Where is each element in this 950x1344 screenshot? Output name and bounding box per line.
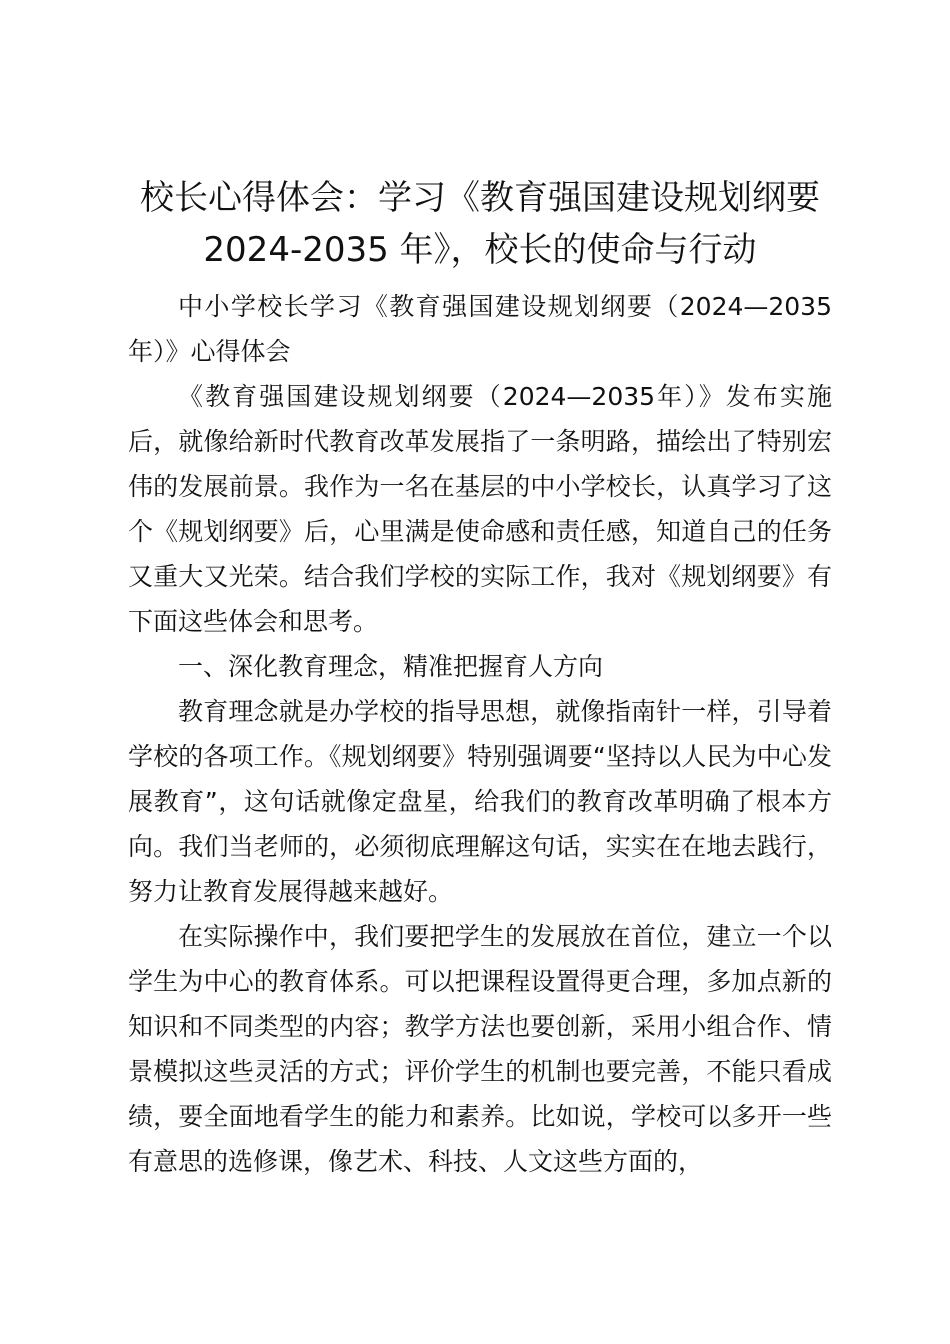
section1-paragraph-2: 在实际操作中，我们要把学生的发展放在首位，建立一个以学生为中心的教育体系。可以把课程设置得更合理，多加点新的知识和不同类型的内容；教学方法也要创新，采用小组合作、情景模拟这些灵活的方式；评价学生的机制也要完善，不能只看成绩，要全面地看学生的能力和素养。比如说，学校可以多开一些有意思的选修课，像艺术、科技、人文这些方面的， xyxy=(128,922,832,1176)
section1-paragraph-1: 教育理念就是办学校的指导思想，就像指南针一样，引导着学校的各项工作。《规划纲要》特别强调要“坚持以人民为中心发展教育”，这句话就像定盘星，给我们的教育改革明确了根本方向。我们当老师的，必须彻底理解这句话，实实在在地去践行，努力让教育发展得越来越好。 xyxy=(128,697,832,906)
document-title xyxy=(128,172,832,276)
document-body xyxy=(128,172,832,1184)
document-title-line2: 2024-2035 年》，校长的使命与行动 xyxy=(203,230,757,270)
document-title-line1: 校长心得体会：学习《教育强国建设规划纲要 xyxy=(140,178,820,218)
document-subtitle: 中小学校长学习《教育强国建设规划纲要（2024—2035年）》心得体会 xyxy=(128,292,832,366)
section1-heading: 一、深化教育理念，精准把握育人方向 xyxy=(178,652,604,681)
intro-paragraph: 《教育强国建设规划纲要（2024—2035年）》发布实施后，就像给新时代教育改革发展指了一条明路，描绘出了特别宏伟的发展前景。我作为一名在基层的中小学校长，认真学习了这个《规划纲要》后，心里满是使命感和责任感，知道自己的任务又重大又光荣。结合我们学校的实际工作，我对《规划纲要》有下面这些体会和思考。 xyxy=(128,382,832,636)
